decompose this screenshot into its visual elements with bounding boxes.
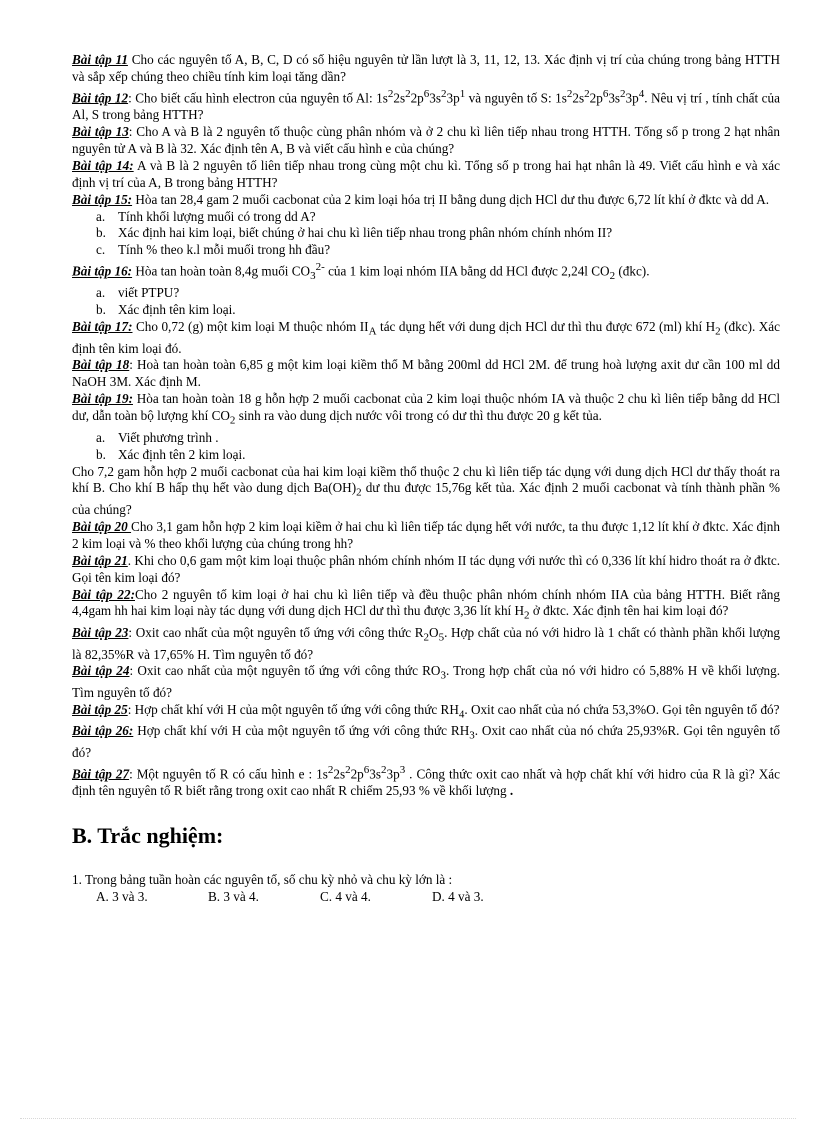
exercise-unlabeled: Cho 7,2 gam hỗn hợp 2 muối cacbonat của hai kim loại kiềm thổ thuộc 2 chu kì liên tiếp tác dụng với dung dịch HCl dư thấy thoát ra khí B. Cho khí B hấp thụ hết vào dung dịch $Ba(OH)_2$ dư thu được 15,76g kết tủa. Xác định 2 muối cacbonat và tính thành phần % của chúng? <box>72 463 781 517</box>
exercise-label: Bài tập 22: <box>72 586 135 602</box>
exercise-13: Bài tập 13: Cho A và B là 2 nguyên tố thuộc cùng phân nhóm và ở 2 chu kì liên tiếp nhau trong HTTH. Tổng số p trong 2 hạt nhân nguyên tử A và B là 32. Xác định tên A, B và viết cấu hình e của chúng? <box>72 124 781 156</box>
quiz-option: A. 3 và 3. <box>96 889 148 904</box>
list-item: c. Tính % theo k.l mỗi muối trong hh đầu? <box>96 242 331 258</box>
quiz-question: 1. Trong bảng tuần hoàn các nguyên tố, số chu kỳ nhỏ và chu kỳ lớn là : <box>72 872 453 888</box>
exercise-12: Bài tập 12: Cho biết cấu hình electron của nguyên tố Al: $1s^22s^22p^63s^23p^1$ và nguyên tố S: $1s^22s^22p^63s^23p^4$. Nêu vị trí , tính chất của Al, S trong bảng HTTH? <box>72 87 780 123</box>
list-item: a. Viết phương trình . <box>96 429 219 445</box>
exercise-label: Bài tập 26: <box>72 723 134 739</box>
exercise-19: Bài tập 19: Hòa tan hoàn toàn 18 g hỗn hợp 2 muối cacbonat của 2 kim loại thuộc nhóm IA và thuộc 2 chu kì liên tiếp bằng dd HCl dư, dẫn toàn bộ lượng khí $CO_2$ sinh ra vào dung dịch nước vôi trong có dư thì thu được 20 g kết tủa. <box>72 391 781 427</box>
exercise-20: Bài tập 20 Cho 3,1 gam hỗn hợp 2 kim loại kiềm ở hai chu kì liên tiếp tác dụng hết với nước, ta thu được 1,12 lít khí ở đktc. Xác định 2 kim loại và % theo khối lượng của chúng trong hh? <box>72 518 780 551</box>
exercise-24: Bài tập 24: Oxit cao nhất của một nguyên tố ứng với công thức $RO_3$. Trong hợp chất của nó với hidro có 5,88% H về khối lượng. Tìm nguyên tố đó? <box>72 663 780 700</box>
quiz-option: B. 3 và 4. <box>208 889 259 904</box>
exercise-label: Bài tập 12 <box>72 90 129 106</box>
exercise-17: Bài tập 17: Cho 0,72 (g) một kim loại M thuộc nhóm $II_A$ tác dụng hết với dung dịch HCl dư thì thu được 672 (ml) khí $H_2$ (đkc). Xác định tên kim loại đó. <box>72 319 780 356</box>
exercise-21: Bài tập 21. Khi cho 0,6 gam một kim loại thuộc phân nhóm chính nhóm II tác dụng với nước thì có 0,336 lít khí hidro thoát ra ở đktc. Gọi tên kim loại đó? <box>72 552 781 585</box>
exercise-label: Bài tập 24 <box>72 663 130 679</box>
exercise-label: Bài tập 20 <box>72 518 132 534</box>
exercise-label: Bài tập 18 <box>72 357 130 373</box>
exercise-label: Bài tập 27 <box>72 766 130 782</box>
exercise-26: Bài tập 26: Hợp chất khí với H của một nguyên tố ứng với công thức $RH_3$. Oxit cao nhất của nó chứa 25,93%R. Gọi tên nguyên tố đó? <box>72 723 781 760</box>
list-item: b. Xác định hai kim loại, biết chúng ở hai chu kì liên tiếp nhau trong phân nhóm chính nhóm II? <box>96 225 613 241</box>
list-item: b. Xác định tên kim loại. <box>96 302 236 318</box>
exercise-16: Bài tập 16: Hòa tan hoàn toàn 8,4g muối $CO_3^{2-}$ của 1 kim loại nhóm IIA bằng dd HCl được 2,24l $CO_2$ (đkc). <box>72 261 650 283</box>
exercise-label: Bài tập 14: <box>72 157 134 173</box>
exercise-label: Bài tập 25 <box>72 701 128 717</box>
exercise-25: Bài tập 25: Hợp chất khí với H của một nguyên tố ứng với công thức $RH_4$. Oxit cao nhất của nó chứa 53,3%O. Gọi tên nguyên tố đó? <box>72 701 780 721</box>
exercise-label: Bài tập 23 <box>72 624 129 640</box>
page-bottom-divider <box>20 1118 796 1119</box>
exercise-23: Bài tập 23: Oxit cao nhất của một nguyên tố ứng với công thức $R_2O_5$. Hợp chất của nó với hidro là 1 chất có thành phần khối lượng là 82,35%R và 17,65% H. Tìm nguyên tố đó? <box>72 624 781 662</box>
exercise-label: Bài tập 17: <box>72 319 133 335</box>
list-item: a. Tính khối lượng muối có trong dd A? <box>96 208 316 224</box>
document-page <box>72 52 780 906</box>
exercise-11 <box>72 52 780 86</box>
exercise-label: Bài tập 19: <box>72 391 133 407</box>
exercise-label: Bài tập 13 <box>72 124 129 140</box>
exercise-27: Bài tập 27: Một nguyên tố R có cấu hình e : $1s^22s^22p^63s^23p^3$ . Công thức oxit cao nhất và hợp chất khí với hidro của R là gì? Xác định tên nguyên tố R biết rằng trong oxit cao nhất R chiếm 25,93 % về khối lượng . <box>72 763 780 799</box>
quiz-option: D. 4 và 3. <box>432 889 484 904</box>
exercise-label: Bài tập 11 <box>72 52 128 67</box>
exercise-22: Bài tập 22:Cho 2 nguyên tố kim loại ở hai chu kì liên tiếp và đều thuộc phân nhóm chính nhóm IIA của bảng HTTH. Biết rằng 4,4gam hh hai kim loại này tác dụng với dung dịch HCl dư thì thu được 3,36 lít khí $H_2$ ở đktc. Xác định tên hai kim loại đó? <box>72 586 780 623</box>
exercise-14: Bài tập 14: A và B là 2 nguyên tố liên tiếp nhau trong cùng một chu kì. Tổng số p trong hai hạt nhân là 49. Viết cấu hình e và xác định vị trí của A, B trong bảng HTTH? <box>72 157 781 190</box>
quiz-options <box>96 889 780 906</box>
list-item: a. viết PTPU? <box>96 285 180 301</box>
exercise-label: Bài tập 21 <box>72 552 128 568</box>
exercise-label: Bài tập 15: <box>72 191 133 207</box>
list-item: b. Xác định tên 2 kim loại. <box>96 446 246 462</box>
exercise-15: Bài tập 15: Hòa tan 28,4 gam 2 muối cacbonat của 2 kim loại hóa trị II bằng dung dịch HCl dư thu được 6,72 lít khí ở đktc và dd A. <box>72 191 770 207</box>
exercise-18: Bài tập 18: Hoà tan hoàn toàn 6,85 g một kim loại kiềm thổ M bằng 200ml dd HCl 2M. để trung hoà lượng axit dư cần 100 ml dd NaOH 3M. Xác định M. <box>72 357 780 390</box>
exercise-text: Cho các nguyên tố A, B, C, D có số hiệu nguyên tử lần lượt là 3, 11, 12, 13. Xác định vị trí của chúng trong bảng HTTH và sắp xếp chúng theo chiều tính kim loại tăng dần? <box>72 52 780 84</box>
exercise-label: Bài tập 16: <box>72 263 133 279</box>
quiz-option: C. 4 và 4. <box>320 889 371 904</box>
section-title: B. Trắc nghiệm: <box>72 823 224 849</box>
